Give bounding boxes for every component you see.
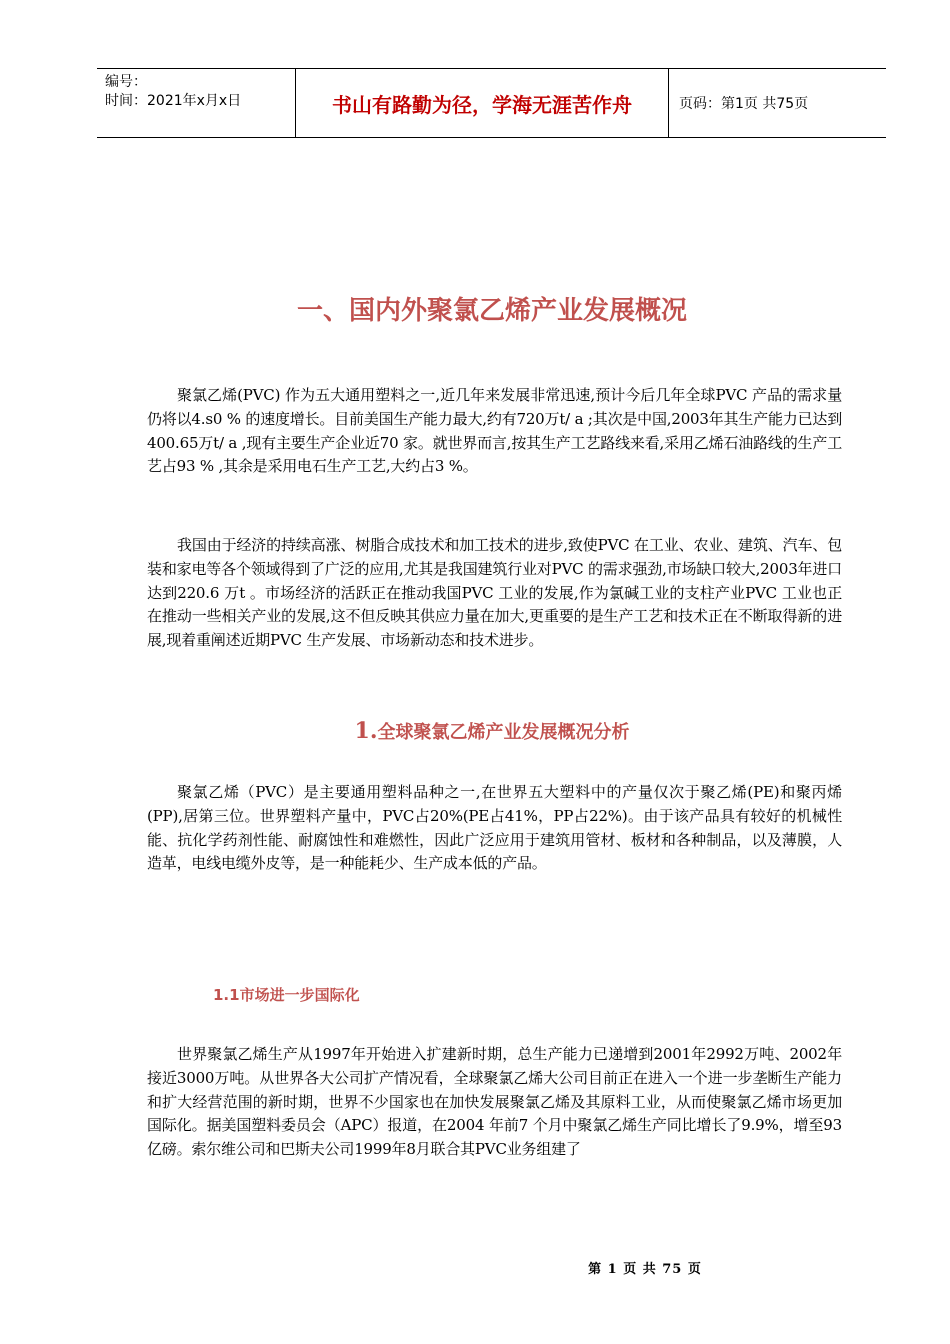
section-1-paragraph: 聚氯乙烯（PVC）是主要通用塑料品种之一,在世界五大塑料中的产量仅次于聚乙烯(PE)和聚丙烯(PP),居第三位。世界塑料产量中，PVC占20%(PE占41%，PP占22%)。由于该产品具有较好的机械性能、抗化学药剂性能、耐腐蚀性和难燃性，因此广泛应用于建筑用管材、板材和各种制品，以及薄膜，人造革，电线电缆外皮等，是一种能耗少、生产成本低的产品。 xyxy=(147,783,842,873)
intro-paragraph-2: 我国由于经济的持续高涨、树脂合成技术和加工技术的进步,致使PVC 在工业、农业、建筑、汽车、包装和家电等各个领域得到了广泛的应用,尤其是我国建筑行业对PVC 的需求强劲,市场缺口较大,2003年进口达到220.6 万t 。市场经济的活跃正在推动我国PVC 工业的发展,作为氯碱工业的支柱产业PVC 工业也正在推动一些相关产业的发展,这不但反映其供应力量在加大,更重要的是生产工艺和技术正在不断取得新的进展,现着重阐述近期PVC 生产发展、市场新动态和技术进步。 xyxy=(147,536,842,650)
document-number-label: 编号： xyxy=(105,74,147,90)
document-time-label: 时间：2021年x月x日 xyxy=(105,93,242,109)
section-1-title: 全球聚氯乙烯产业发展概况分析 xyxy=(377,722,630,743)
intro-paragraph-1: 聚氯乙烯(PVC) 作为五大通用塑料之一,近几年来发展非常迅速,预计今后几年全球PVC 产品的需求量仍将以4.s0 % 的速度增长。目前美国生产能力最大,约有720万t/ a ;其次是中国,2003年其生产能力已达到400.65万t/ a ,现有主要生产企业近70 家。就世界而言,按其生产工艺路线来看,采用乙烯石油路线的生产工艺占93 % ,其余是采用电石生产工艺,大约占3 %。 xyxy=(147,386,842,476)
section-1-heading xyxy=(0,718,950,744)
section-1-number: 1. xyxy=(354,718,378,744)
header-left-cell xyxy=(97,69,296,137)
page-footer: 第 1 页 共 75 页 xyxy=(588,1262,702,1277)
header-motto: 书山有路勤为径，学海无涯苦作舟 xyxy=(296,69,669,137)
page-header xyxy=(97,68,886,138)
section-1-1-paragraph: 世界聚氯乙烯生产从1997年开始进入扩建新时期，总生产能力已递增到2001年2992万吨、2002年接近3000万吨。从世界各大公司扩产情况看，全球聚氯乙烯大公司目前正在进入一个进一步垄断生产能力和扩大经营范围的新时期，世界不少国家也在加快发展聚氯乙烯及其原料工业，从而使聚氯乙烯市场更加国际化。据美国塑料委员会（APC）报道，在2004 年前7 个月中聚氯乙烯生产同比增长了9.9%，增至93亿磅。索尔维公司和巴斯夫公司1999年8月联合其PVC业务组建了 xyxy=(147,1045,842,1159)
section-1-1-heading: 1.1市场进一步国际化 xyxy=(213,986,360,1004)
header-page-info: 页码：第1页 共75页 xyxy=(679,96,809,112)
document-title: 一、国内外聚氯乙烯产业发展概况 xyxy=(296,296,687,326)
